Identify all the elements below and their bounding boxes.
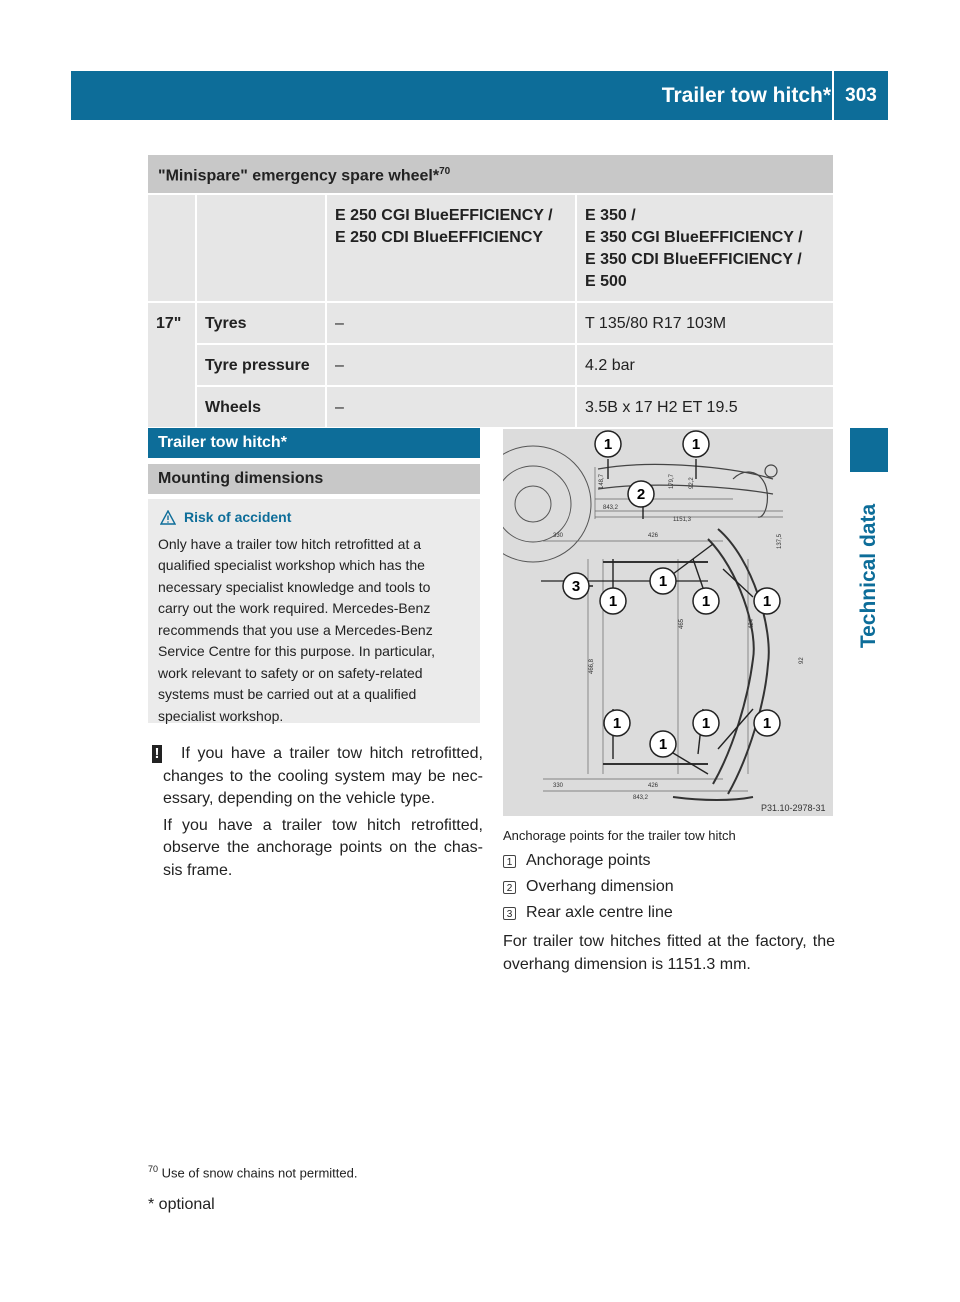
note-paragraph: If you have a trailer tow hitch retrofitted, observe the anchorage points on the chas-sis frame. [163,816,483,879]
table-corner-cell [148,193,195,301]
legend-text: Rear axle centre line [526,904,673,921]
side-tab-label: Technical data [857,503,880,649]
wheel-size-cell: 17" [148,301,195,427]
dim-label: 92,2 [689,477,695,489]
row-value-2: 4.2 bar [575,343,833,385]
warning-line: specialist workshop. [158,707,284,724]
dim-label: 424 [749,618,755,629]
dim-label: 843,2 [603,505,619,511]
col2-line: E 350 CDI BlueEFFICIENCY / [585,251,802,269]
callout-1 [604,710,630,736]
dim-label: 1151,3 [673,517,691,523]
svg-text:1: 1 [701,715,711,732]
svg-text:1: 1 [658,573,668,590]
table-row [148,343,833,385]
section-subtitle: Mounting dimensions [148,464,480,494]
warning-box [148,499,480,723]
dim-label: 137,5 [777,533,783,549]
svg-text:2: 2 [636,486,646,503]
warning-line: systems must be carried out at a qualified [158,686,417,702]
warning-heading [160,507,472,529]
diagram-ref: P31.10-2978-31 [761,803,826,813]
warning-line: carry out the work required. Mercedes-Benz [158,600,431,616]
row-value-2: T 135/80 R17 103M [575,301,833,343]
col1-line: E 250 CGI BlueEFFICIENCY / [335,207,553,225]
footnote [148,1164,357,1180]
col2-line: E 500 [585,273,627,291]
diagram-caption: Anchorage points for the trailer tow hitch [503,828,736,843]
callout-1 [693,588,719,614]
callout-1 [650,568,676,594]
row-value-1: – [325,343,575,385]
footnote-text: Use of snow chains not permitted. [161,1165,358,1181]
warning-triangle-icon [160,510,176,525]
header-title: Trailer tow hitch* [661,84,831,107]
col1-line: E 250 CDI BlueEFFICIENCY [335,229,544,247]
svg-text:1: 1 [608,593,618,610]
row-label: Tyres [195,301,325,343]
exclamation-icon: ! [152,745,162,763]
diagram-drawing [503,429,833,816]
row-value-2: 3.5B x 17 H2 ET 19.5 [575,385,833,427]
warning-line: qualified specialist workshop which has the [158,557,425,573]
spare-wheel-table [148,155,833,427]
callout-1 [693,710,719,736]
table-col-header-1 [325,193,575,301]
warning-line: necessary specialist knowledge and tools to [158,578,431,595]
side-tab [850,486,888,666]
callout-2 [628,481,654,507]
note-paragraph: If you have a trailer tow hitch retrofitted, changes to the cooling system may be nec-essary, depending on the vehicle type. [163,745,483,807]
page-number: 303 [845,85,877,106]
dim-label: 330 [553,533,564,539]
side-tab-marker [850,428,888,472]
legend-item [503,900,838,926]
warning-body [158,534,472,728]
dim-label: 466,8 [589,658,595,674]
col2-line: E 350 / [585,207,636,225]
callout-1 [600,588,626,614]
row-label: Wheels [195,385,325,427]
warning-line: Only have a trailer tow hitch retrofitted at a [158,535,422,552]
callout-1 [595,431,621,457]
note-block [148,743,483,886]
callout-1 [754,710,780,736]
dim-label: 179,7 [669,473,675,489]
row-label: Tyre pressure [195,343,325,385]
dim-label: 148,7 [599,473,605,489]
dim-label: 92 [799,657,805,664]
anchorage-diagram [503,429,833,816]
chassis-frame [603,529,772,800]
table-title-footnote-ref: 70 [439,166,451,177]
table-row [148,385,833,427]
dim-label: 330 [553,783,564,789]
callout-3 [563,573,589,599]
svg-text:1: 1 [762,715,772,732]
callout-1 [754,588,780,614]
table-title-text: "Minispare" emergency spare wheel* [158,167,440,185]
row-value-1: – [325,301,575,343]
bumper-outline [598,464,777,517]
legend-item [503,848,838,874]
optional-note: * optional [148,1196,215,1213]
table-corner-cell [195,193,325,301]
dim-label: 426 [648,533,659,539]
dim-label: 465 [679,618,685,629]
row-value-1: – [325,385,575,427]
svg-text:1: 1 [658,736,668,753]
legend-text: Overhang dimension [526,878,674,895]
svg-text:1: 1 [612,715,622,732]
callout-1 [650,731,676,757]
svg-text:1: 1 [701,593,711,610]
diagram-legend [503,848,838,926]
table-row [148,301,833,343]
dim-label: 843,2 [633,795,649,801]
legend-number: 2 [503,881,516,894]
legend-text: Anchorage points [526,852,651,869]
legend-number: 1 [503,855,516,868]
table-col-header-2 [575,193,833,301]
svg-text:1: 1 [603,436,613,453]
warning-line: Service Centre for this purpose. In particular, [158,643,436,659]
svg-text:1: 1 [762,593,772,610]
section-title: Trailer tow hitch* [148,428,480,458]
col2-line: E 350 CGI BlueEFFICIENCY / [585,229,803,247]
overhang-paragraph: For trailer tow hitches fitted at the factory, the overhang dimension is 1151.3 mm. [503,933,835,973]
legend-item [503,874,838,900]
svg-text:3: 3 [571,578,581,595]
wheel-illustration [503,446,591,562]
warning-line: recommends that you use a Mercedes-Benz [158,621,433,638]
dim-label: 426 [648,783,659,789]
warning-title: Risk of accident [184,509,292,525]
legend-number: 3 [503,907,516,920]
footnote-number: 70 [148,1164,159,1174]
warning-line: work relevant to safety or on safety-related [158,664,423,681]
leader-lines [563,459,753,774]
svg-text:1: 1 [691,436,701,453]
callout-1 [683,431,709,457]
table-title [148,155,833,193]
